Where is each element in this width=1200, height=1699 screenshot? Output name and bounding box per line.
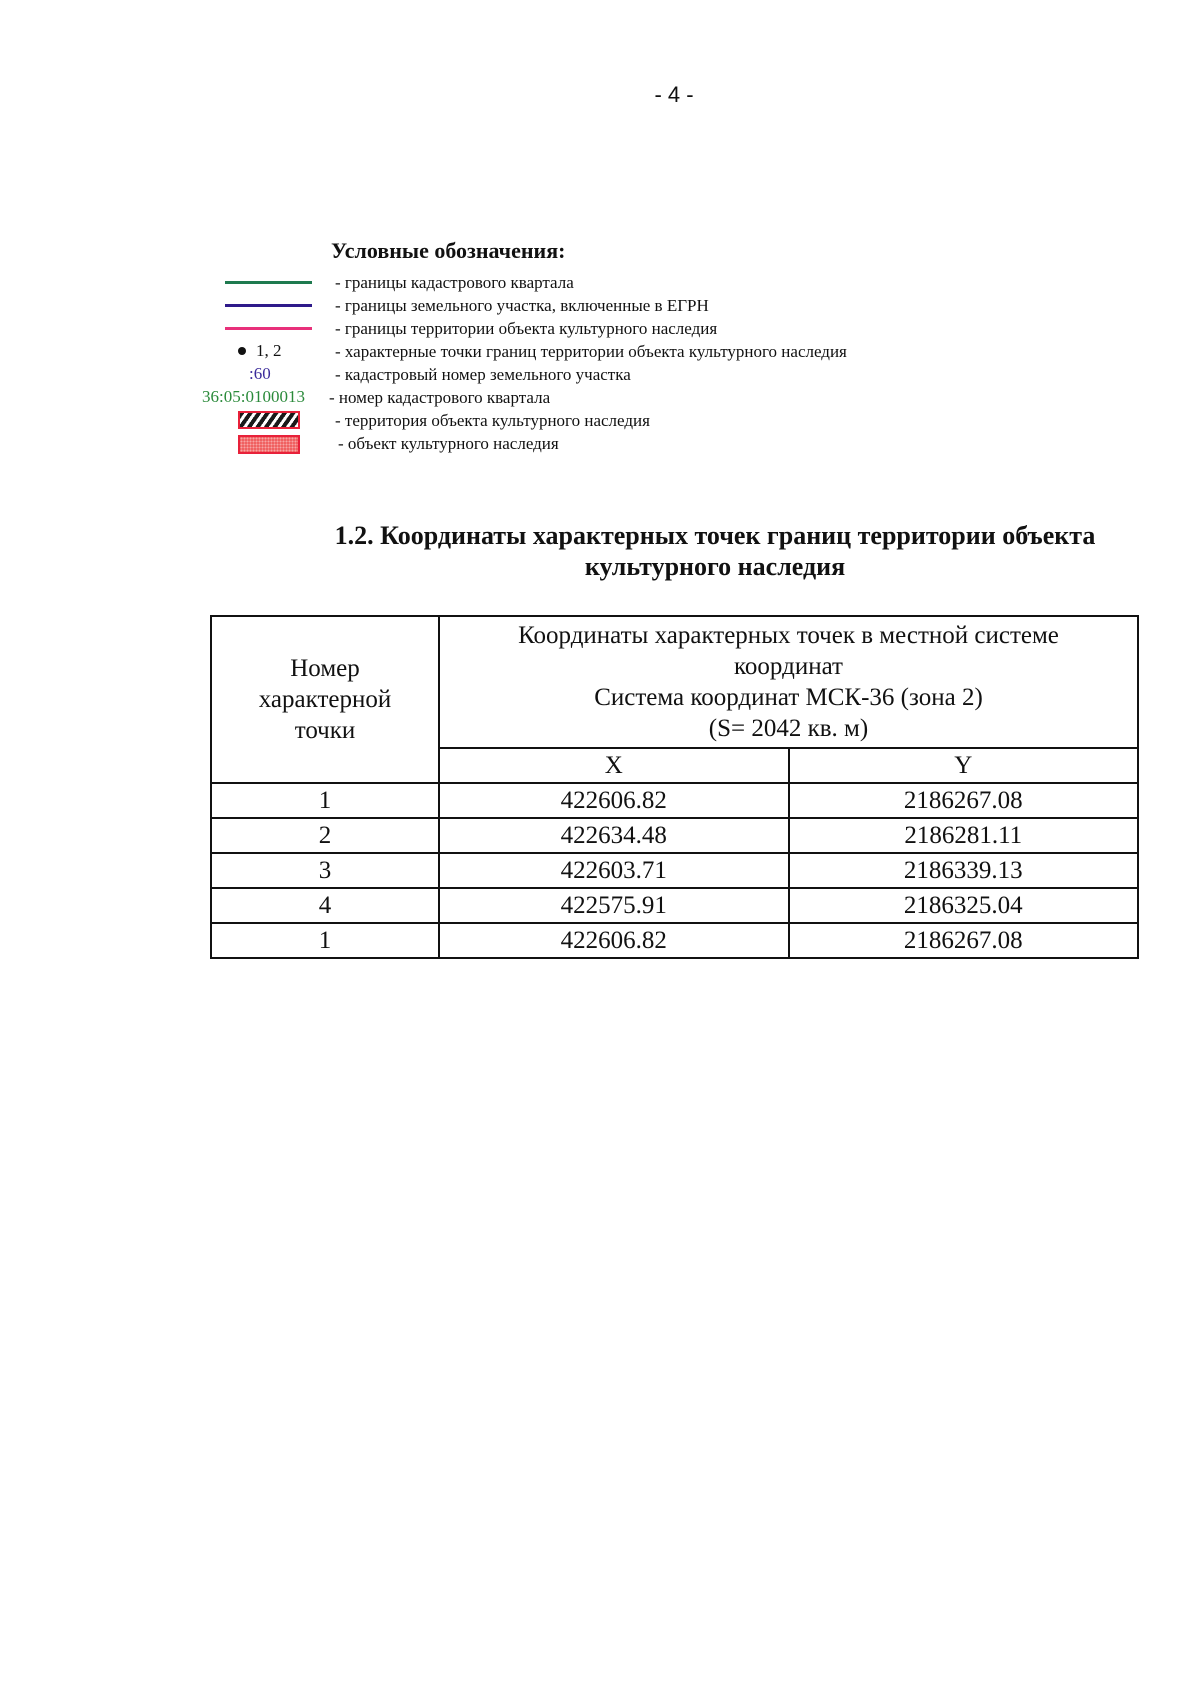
header-coordinates bbox=[439, 616, 1138, 748]
green-line-icon bbox=[225, 281, 312, 284]
table-row bbox=[211, 923, 1138, 958]
legend-symbol bbox=[200, 386, 335, 409]
pink-line-icon bbox=[225, 327, 312, 330]
table-row bbox=[211, 888, 1138, 923]
legend-symbol bbox=[200, 340, 335, 363]
quarter-number-sample: 36:05:0100013 bbox=[202, 387, 305, 406]
page-number: - 4 - bbox=[654, 82, 694, 107]
plot-number-sample: :60 bbox=[249, 364, 271, 383]
legend-item-text: - объект культурного наследия bbox=[338, 434, 559, 453]
legend-item-land-plot-number bbox=[200, 363, 1000, 386]
table-header-row bbox=[211, 616, 1138, 748]
legend-item-land-plot-boundary bbox=[200, 294, 1000, 317]
cell-x: 422575.91 bbox=[439, 888, 789, 923]
header-text-line: Система координат МСК-36 (зона 2) bbox=[594, 684, 983, 711]
hatch-pattern-icon bbox=[238, 411, 300, 429]
cell-point-number: 3 bbox=[211, 853, 439, 888]
legend-item-text: - границы кадастрового квартала bbox=[335, 273, 574, 292]
legend-item-heritage-territory bbox=[200, 409, 1000, 432]
header-text-line: координат bbox=[734, 653, 843, 680]
header-text-line: характерной bbox=[258, 686, 392, 713]
legend-item-text: - кадастровый номер земельного участка bbox=[335, 365, 631, 384]
legend-item-cadastral-quarter-boundary bbox=[200, 271, 1000, 294]
legend-item-quarter-number bbox=[200, 386, 1000, 409]
header-text-line: точки bbox=[294, 717, 356, 744]
table-row bbox=[211, 853, 1138, 888]
cell-y: 2186267.08 bbox=[789, 923, 1139, 958]
cell-y: 2186339.13 bbox=[789, 853, 1139, 888]
legend-symbol bbox=[200, 409, 335, 432]
legend-symbol bbox=[200, 271, 335, 294]
legend-item-text: - номер кадастрового квартала bbox=[329, 388, 551, 407]
coordinates-table bbox=[210, 615, 1139, 959]
legend-title: Условные обозначения: bbox=[331, 238, 566, 263]
cell-point-number: 1 bbox=[211, 783, 439, 818]
table-row bbox=[211, 783, 1138, 818]
legend-symbol bbox=[200, 432, 335, 455]
cell-point-number: 1 bbox=[211, 923, 439, 958]
cell-x: 422634.48 bbox=[439, 818, 789, 853]
legend-item-text: - границы земельного участка, включенные в ЕГРН bbox=[335, 296, 709, 315]
legend-item-heritage-territory-boundary bbox=[200, 317, 1000, 340]
legend-item-heritage-object bbox=[200, 432, 1000, 455]
legend-item-text: - территория объекта культурного наследия bbox=[335, 411, 650, 430]
point-dot-icon bbox=[238, 347, 246, 355]
cell-y: 2186281.11 bbox=[789, 818, 1139, 853]
table-row bbox=[211, 818, 1138, 853]
red-fill-icon bbox=[238, 435, 300, 454]
legend-symbol bbox=[200, 317, 335, 340]
legend-symbol bbox=[200, 294, 335, 317]
cell-x: 422606.82 bbox=[439, 923, 789, 958]
legend-item-boundary-points bbox=[200, 340, 1000, 363]
header-x: X bbox=[439, 748, 789, 783]
legend-item-text: - границы территории объекта культурного наследия bbox=[335, 319, 718, 338]
legend-symbol bbox=[200, 363, 335, 386]
point-label-sample: 1, 2 bbox=[256, 341, 282, 360]
header-point-number bbox=[211, 616, 439, 783]
section-title bbox=[290, 520, 1140, 582]
cell-y: 2186325.04 bbox=[789, 888, 1139, 923]
cell-point-number: 2 bbox=[211, 818, 439, 853]
header-text-line: (S= 2042 кв. м) bbox=[708, 715, 869, 742]
header-text-line: Номер bbox=[290, 655, 360, 682]
header-y: Y bbox=[789, 748, 1139, 783]
header-text-line: Координаты характерных точек в местной системе bbox=[518, 622, 1059, 649]
purple-line-icon bbox=[225, 304, 312, 307]
legend-item-text: - характерные точки границ территории объекта культурного наследия bbox=[335, 342, 847, 361]
cell-y: 2186267.08 bbox=[789, 783, 1139, 818]
cell-x: 422606.82 bbox=[439, 783, 789, 818]
section-title-line-2: культурного наследия bbox=[584, 552, 846, 581]
cell-point-number: 4 bbox=[211, 888, 439, 923]
cell-x: 422603.71 bbox=[439, 853, 789, 888]
section-title-line-1: 1.2. Координаты характерных точек границ территории объекта bbox=[334, 521, 1096, 550]
